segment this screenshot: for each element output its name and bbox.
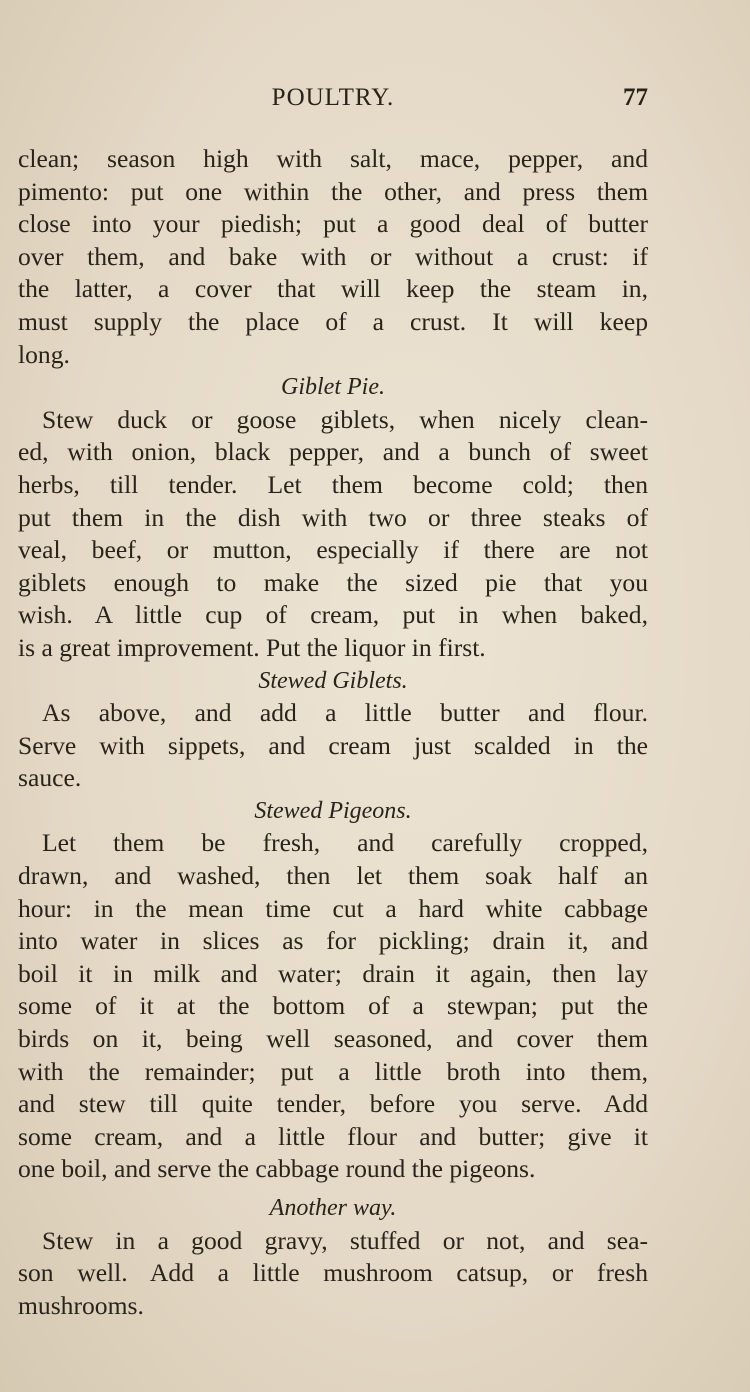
text-line: hour: in the mean time cut a hard white cabbage bbox=[18, 893, 648, 923]
text-line: Stew in a good gravy, stuffed or not, and sea- bbox=[42, 1225, 648, 1255]
text-line: some cream, and a little flour and butter; give it bbox=[18, 1121, 648, 1151]
text-line: giblets enough to make the sized pie that you bbox=[18, 567, 648, 597]
recipe-stewed-pigeons bbox=[18, 795, 648, 1186]
text-line: long. bbox=[18, 339, 70, 369]
text-line: ed, with onion, black pepper, and a bunch of sweet bbox=[18, 437, 648, 467]
text-line: sauce. bbox=[18, 763, 82, 793]
text-line: son well. Add a little mushroom catsup, or fresh bbox=[18, 1258, 648, 1288]
text-line: some of it at the bottom of a stewpan; put the bbox=[18, 991, 648, 1021]
recipe-stewed-giblets bbox=[18, 665, 648, 795]
text-line: into water in slices as for pickling; drain it, and bbox=[18, 926, 648, 956]
recipe-title: Another way. bbox=[269, 1195, 397, 1221]
text-line: pimento: put one within the other, and press them bbox=[18, 176, 648, 206]
text-line: put them in the dish with two or three steaks of bbox=[18, 502, 648, 532]
text-line: veal, beef, or mutton, especially if there are not bbox=[18, 535, 648, 565]
text-line: close into your piedish; put a good deal of butter bbox=[18, 209, 648, 239]
page-body bbox=[18, 143, 648, 1322]
recipe-title: Stewed Pigeons. bbox=[254, 797, 412, 824]
text-line: is a great improvement. Put the liquor in first. bbox=[18, 632, 486, 662]
continuation-paragraph bbox=[18, 143, 648, 371]
text-line: drawn, and washed, then let them soak half an bbox=[18, 861, 648, 891]
text-line: clean; season high with salt, mace, pepper, and bbox=[18, 144, 648, 173]
recipe-another-way bbox=[18, 1192, 648, 1322]
text-line: Let them be fresh, and carefully cropped, bbox=[42, 828, 648, 858]
text-line: Serve with sippets, and cream just scalded in the bbox=[18, 730, 648, 760]
text-line: herbs, till tender. Let them become cold; then bbox=[18, 469, 648, 499]
recipe-giblet-pie bbox=[18, 371, 648, 664]
page-header bbox=[18, 84, 648, 118]
text-line: with the remainder; put a little broth into them, bbox=[18, 1056, 648, 1086]
text-line: must supply the place of a crust. It will keep bbox=[18, 306, 648, 336]
text-line: over them, and bake with or without a crust: if bbox=[18, 241, 648, 271]
text-line: the latter, a cover that will keep the steam in, bbox=[18, 274, 648, 304]
text-line: wish. A little cup of cream, put in when baked, bbox=[18, 600, 648, 630]
text-line: Stew duck or goose giblets, when nicely clean- bbox=[42, 404, 648, 434]
text-line: boil it in milk and water; drain it again, then lay bbox=[18, 958, 648, 988]
running-head: POULTRY. bbox=[271, 84, 395, 111]
text-line: mushrooms. bbox=[18, 1290, 144, 1320]
text-line: birds on it, being well seasoned, and cover them bbox=[18, 1024, 648, 1054]
text-line: As above, and add a little butter and flour. bbox=[42, 698, 648, 728]
text-line: and stew till quite tender, before you serve. Add bbox=[18, 1089, 648, 1119]
recipe-title: Stewed Giblets. bbox=[258, 667, 408, 694]
recipe-title: Giblet Pie. bbox=[281, 374, 385, 401]
text-line: one boil, and serve the cabbage round the pigeons. bbox=[18, 1154, 536, 1184]
page-number: 77 bbox=[623, 84, 648, 111]
